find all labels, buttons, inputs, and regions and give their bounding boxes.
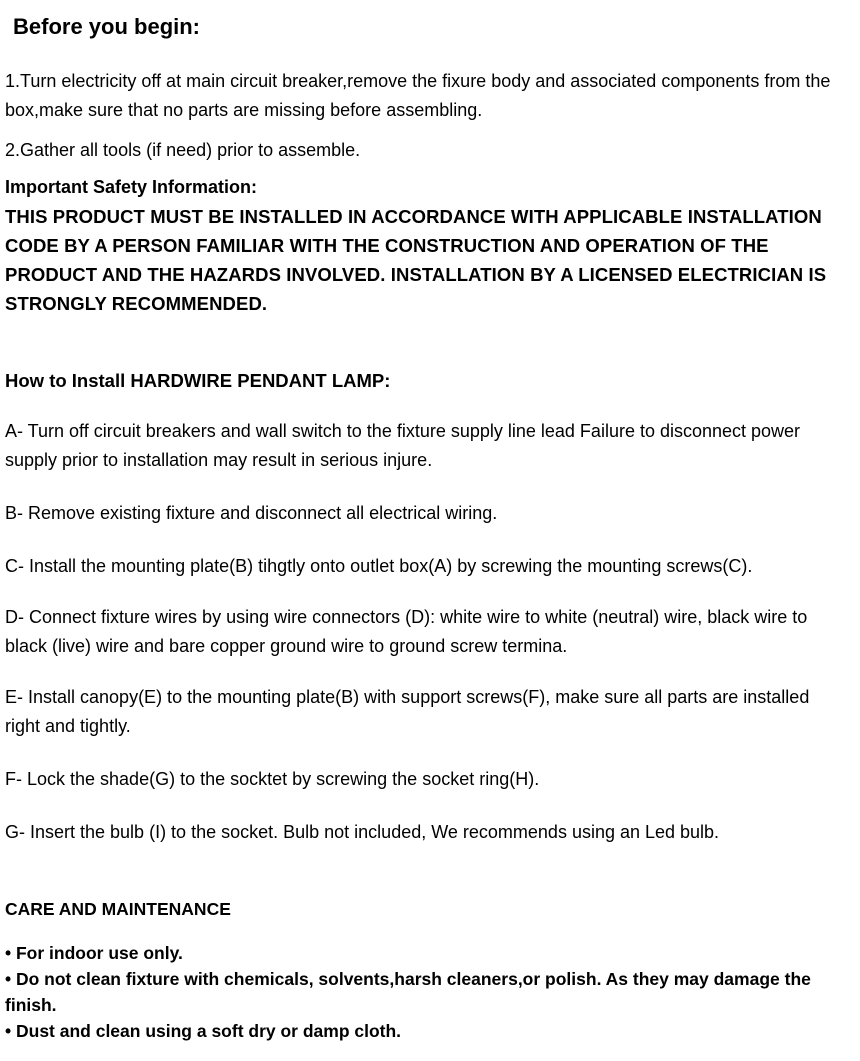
safety-warning-text: THIS PRODUCT MUST BE INSTALLED IN ACCORDANCE WITH APPLICABLE INSTALLATION CODE BY A PERSON FAMILIAR WITH THE CONSTRUCTION AND OPERATION OF THE PRODUCT AND THE HAZARDS INVOLVED. INSTALLATION BY A LICENSED ELECTRICIAN IS STRONGLY RECOMMENDED. xyxy=(5,206,827,314)
install-heading: How to Install HARDWIRE PENDANT LAMP: xyxy=(5,370,391,391)
care-heading: CARE AND MAINTENANCE xyxy=(5,899,231,919)
care-item-indoor: • For indoor use only. xyxy=(5,943,183,963)
install-step-f: F- Lock the shade(G) to the socktet by screwing the socket ring(H). xyxy=(5,769,540,789)
intro-paragraph-2: 2.Gather all tools (if need) prior to assemble. xyxy=(5,140,361,160)
install-step-a: A- Turn off circuit breakers and wall switch to the fixture supply line lead Failure to disconnect power supply prior to installation may result in serious injure. xyxy=(5,421,801,470)
install-step-e: E- Install canopy(E) to the mounting plate(B) with support screws(F), make sure all parts are installed right and tightly. xyxy=(5,687,810,736)
care-item-no-chemicals: • Do not clean fixture with chemicals, solvents,harsh cleaners,or polish. As they may damage the finish. xyxy=(5,969,811,1015)
care-item-dust-cloth: • Dust and clean using a soft dry or damp cloth. xyxy=(5,1021,402,1041)
install-step-d: D- Connect fixture wires by using wire connectors (D): white wire to white (neutral) wire, black wire to black (live) wire and bare copper ground wire to ground screw termina. xyxy=(5,607,808,656)
intro-paragraph-1: 1.Turn electricity off at main circuit breaker,remove the fixure body and associated components from the box,make sure that no parts are missing before assembling. xyxy=(5,71,831,120)
install-step-b: B- Remove existing fixture and disconnect all electrical wiring. xyxy=(5,503,498,523)
safety-heading: Important Safety Information: xyxy=(5,177,258,197)
care-list xyxy=(5,940,836,1044)
page-title: Before you begin: xyxy=(13,14,201,39)
install-step-c: C- Install the mounting plate(B) tihgtly onto outlet box(A) by screwing the mounting screws(C). xyxy=(5,556,753,576)
install-step-g: G- Insert the bulb (I) to the socket. Bulb not included, We recommends using an Led bulb. xyxy=(5,822,720,842)
